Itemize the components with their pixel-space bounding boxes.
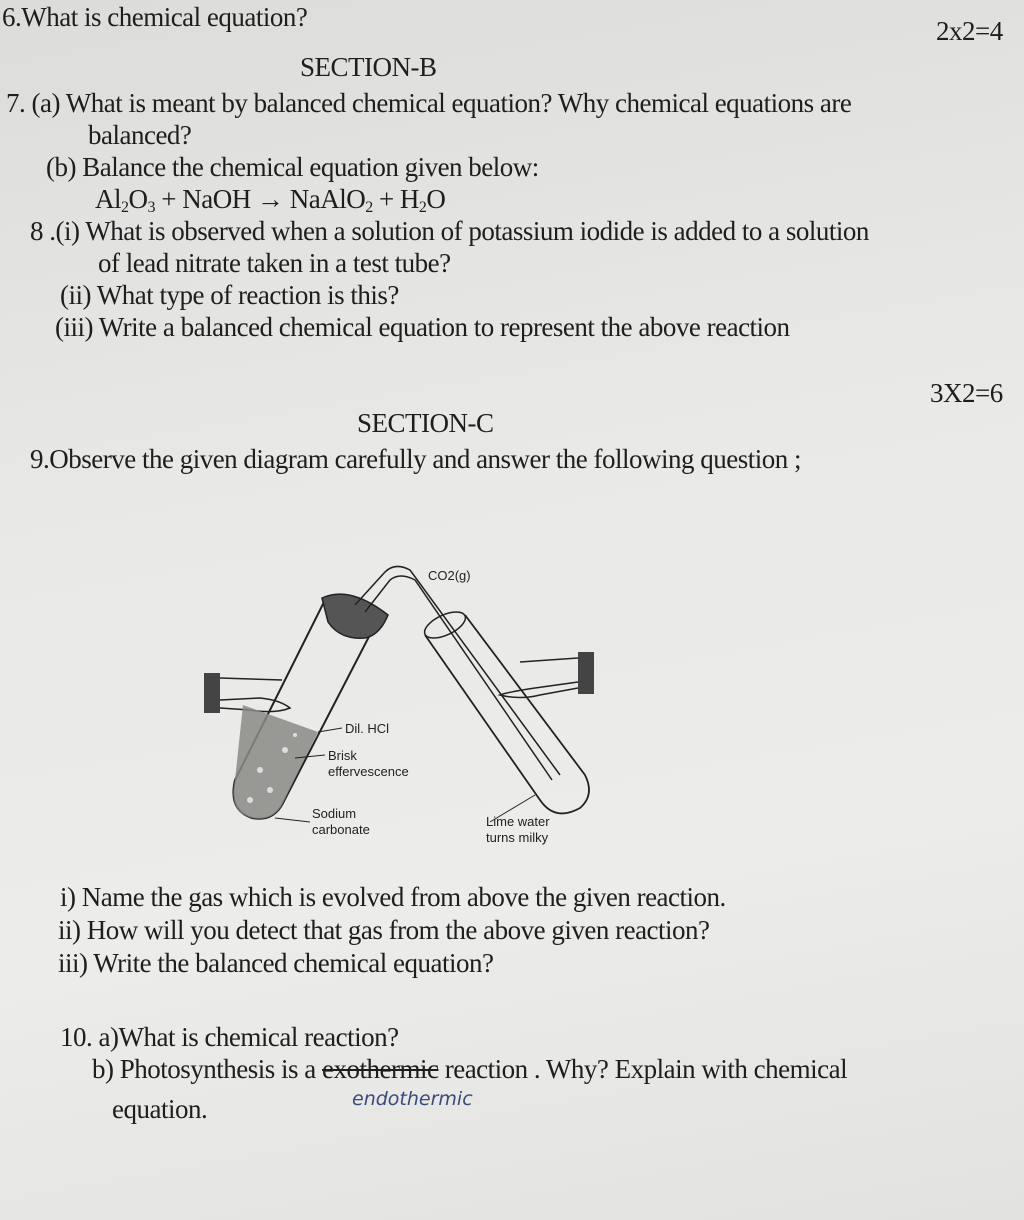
question-8i: 8 .(i) What is observed when a solution of potassium iodide is added to a solution	[30, 216, 869, 246]
question-10b: b) Photosynthesis is a exothermic reaction . Why? Explain with chemical	[92, 1054, 848, 1084]
label-effervescence: effervescence	[328, 764, 409, 779]
marks-q6: 2x2=4	[936, 16, 1003, 46]
question-6: 6.What is chemical equation?	[2, 2, 308, 32]
struck-word: exothermic	[322, 1054, 439, 1084]
question-8ii: (ii) What type of reaction is this?	[60, 280, 399, 310]
question-10b-cont: equation.	[112, 1094, 208, 1124]
equation-7b: $Al_2O_3$ + NaOH → NaAlO$_2$ + $H_2O$	[95, 184, 446, 216]
left-clamp-arm	[220, 678, 290, 712]
right-clamp-stand	[578, 652, 594, 694]
label-co2: CO2(g)	[428, 568, 471, 583]
label-lime-water: Lime water	[486, 814, 550, 829]
handwritten-correction: endothermic	[352, 1088, 473, 1110]
question-7a-cont: balanced?	[88, 120, 192, 150]
left-clamp-stand	[204, 673, 220, 713]
question-9ii: ii) How will you detect that gas from the above given reaction?	[58, 915, 710, 945]
section-b-heading: SECTION-B	[300, 52, 437, 82]
question-8i-cont: of lead nitrate taken in a test tube?	[98, 248, 451, 278]
question-9i: i) Name the gas which is evolved from above the given reaction.	[60, 882, 726, 912]
co2-test-diagram	[190, 550, 620, 860]
question-10a: 10. a)What is chemical reaction?	[60, 1022, 399, 1052]
question-9iii: iii) Write the balanced chemical equation?	[58, 948, 494, 978]
label-turns-milky: turns milky	[486, 830, 549, 845]
question-7a: 7. (a) What is meant by balanced chemical equation? Why chemical equations are	[6, 88, 852, 118]
question-9: 9.Observe the given diagram carefully and answer the following question ;	[30, 444, 802, 474]
label-sodium: Sodium	[312, 806, 357, 821]
section-c-heading: SECTION-C	[357, 408, 494, 438]
label-carbonate: carbonate	[312, 822, 370, 837]
marks-section-c: 3X2=6	[930, 378, 1003, 408]
label-dil-hcl: Dil. HCl	[345, 721, 390, 736]
label-brisk: Brisk	[328, 748, 357, 763]
cork-stopper	[322, 594, 388, 638]
question-8iii: (iii) Write a balanced chemical equation to represent the above reaction	[55, 312, 790, 342]
question-7b: (b) Balance the chemical equation given below:	[46, 152, 539, 182]
delivery-tube	[355, 566, 560, 780]
